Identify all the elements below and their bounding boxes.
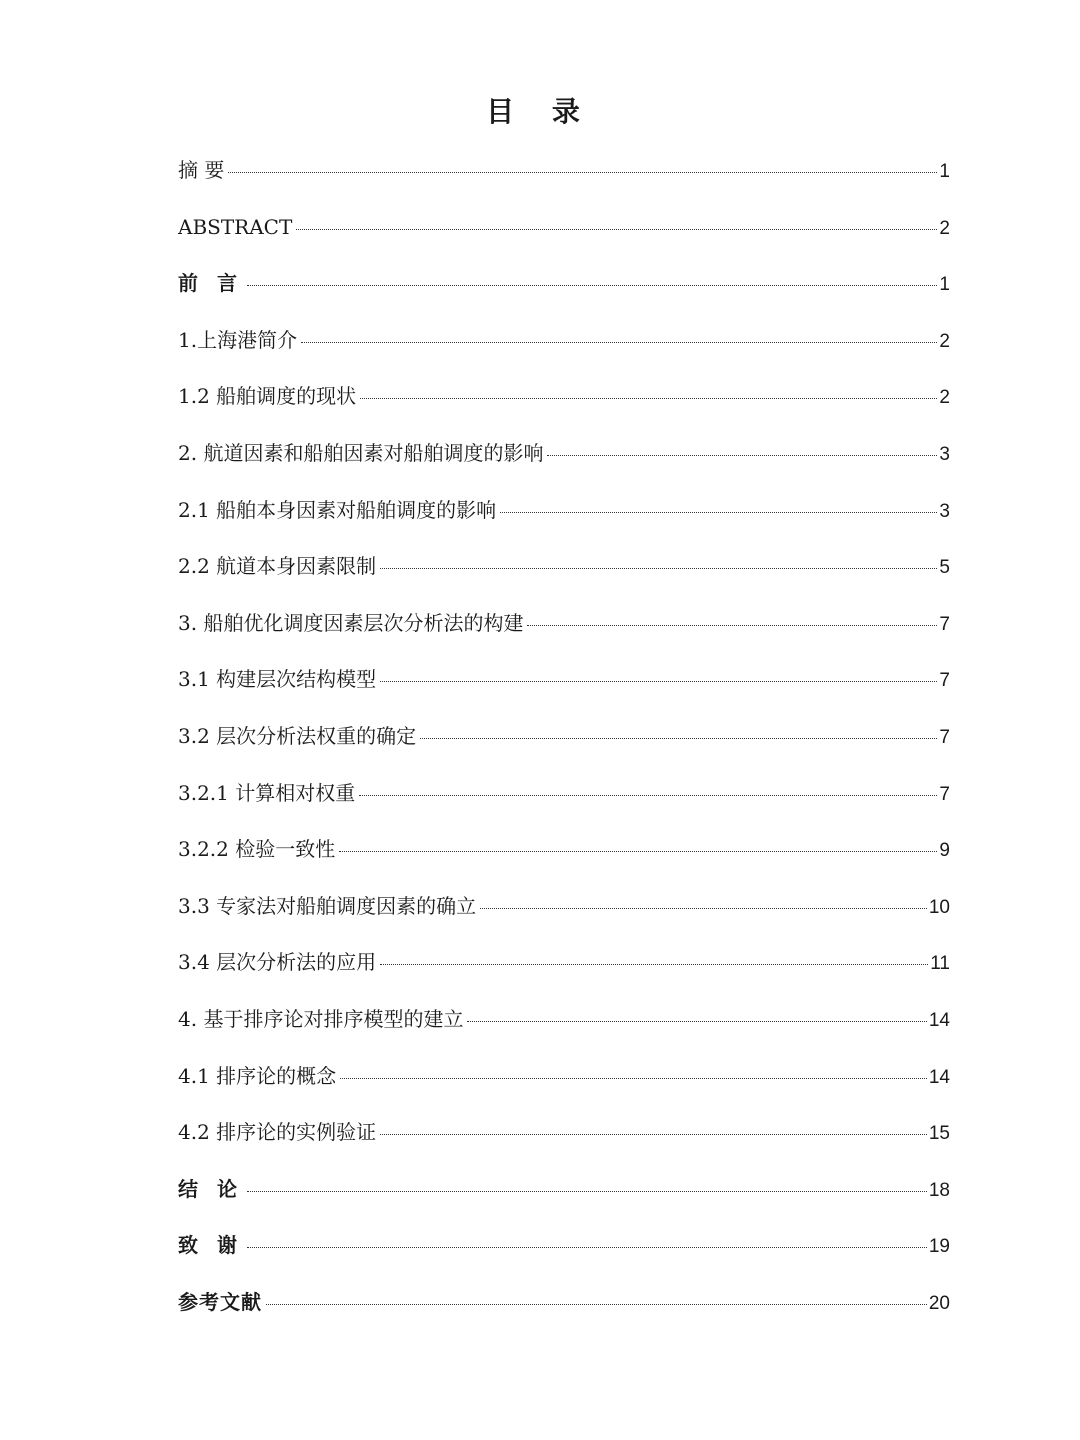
toc-dot-leader xyxy=(339,851,937,852)
toc-entry-page: 2 xyxy=(939,330,950,352)
toc-entry-4[interactable] xyxy=(178,991,950,1048)
toc-entry-page: 20 xyxy=(928,1292,950,1314)
toc-entry-label: ABSTRACT xyxy=(178,214,293,239)
toc-dot-leader xyxy=(500,512,937,513)
toc-dot-leader xyxy=(359,795,937,796)
toc-entry-page: 10 xyxy=(928,896,950,918)
toc-entry-4-1[interactable] xyxy=(178,1048,950,1105)
toc-entry-3[interactable] xyxy=(178,595,950,652)
toc-entry-conclusion[interactable] xyxy=(178,1161,950,1218)
toc-entry-page: 2 xyxy=(939,387,950,409)
toc-dot-leader xyxy=(301,342,937,343)
toc-dot-leader xyxy=(360,398,937,399)
toc-entry-page: 7 xyxy=(939,783,950,805)
toc-entry-page: 3 xyxy=(939,500,950,522)
toc-entry-label: 前 言 xyxy=(178,271,243,296)
toc-entry-page: 15 xyxy=(928,1123,950,1145)
toc-dot-leader xyxy=(547,455,937,456)
toc-list xyxy=(178,142,950,1330)
toc-entry-page: 11 xyxy=(930,953,950,975)
toc-entry-3-3[interactable] xyxy=(178,878,950,935)
toc-entry-2-2[interactable] xyxy=(178,538,950,595)
toc-dot-leader xyxy=(527,625,937,626)
toc-entry-label: 摘 要 xyxy=(178,158,225,182)
toc-dot-leader xyxy=(247,1191,927,1192)
toc-entry-label: 结 论 xyxy=(178,1176,243,1201)
toc-entry-page: 18 xyxy=(928,1179,950,1201)
toc-entry-4-2[interactable] xyxy=(178,1104,950,1161)
toc-entry-3-2[interactable] xyxy=(178,708,950,765)
toc-dot-leader xyxy=(296,229,937,230)
toc-dot-leader xyxy=(380,681,937,682)
toc-dot-leader xyxy=(247,1247,927,1248)
toc-entry-1-2[interactable] xyxy=(178,368,950,425)
toc-entry-label: 1.2 船舶调度的现状 xyxy=(178,384,357,409)
toc-entry-page: 5 xyxy=(939,557,950,579)
toc-entry-abstract-cn[interactable] xyxy=(178,142,950,199)
toc-entry-label: 3.4 层次分析法的应用 xyxy=(178,950,377,975)
toc-entry-page: 2 xyxy=(939,217,950,239)
toc-dot-leader xyxy=(380,964,928,965)
toc-entry-label: 3.2.1 计算相对权重 xyxy=(178,780,356,805)
toc-entry-label: 4. 基于排序论对排序模型的建立 xyxy=(178,1006,464,1031)
toc-entry-label: 4.2 排序论的实例验证 xyxy=(178,1120,377,1145)
toc-entry-page: 1 xyxy=(939,161,950,182)
toc-entry-label: 4.1 排序论的概念 xyxy=(178,1063,337,1088)
toc-entry-label: 2.1 船舶本身因素对船舶调度的影响 xyxy=(178,497,497,522)
toc-entry-label: 2.2 航道本身因素限制 xyxy=(178,554,377,579)
toc-entry-label: 3.2.2 检验一致性 xyxy=(178,837,336,862)
toc-entry-label: 2. 航道因素和船舶因素对船舶调度的影响 xyxy=(178,440,544,465)
toc-entry-label: 3.1 构建层次结构模型 xyxy=(178,667,377,692)
toc-dot-leader xyxy=(228,172,937,173)
toc-entry-2[interactable] xyxy=(178,425,950,482)
toc-entry-label: 3.2 层次分析法权重的确定 xyxy=(178,723,417,748)
toc-entry-abstract-en[interactable] xyxy=(178,199,950,256)
toc-entry-page: 1 xyxy=(939,274,950,296)
toc-entry-page: 7 xyxy=(939,670,950,692)
toc-entry-page: 7 xyxy=(939,726,950,748)
toc-entry-3-4[interactable] xyxy=(178,934,950,991)
toc-title: 目 录 xyxy=(486,95,594,128)
toc-entry-label: 参考文献 xyxy=(178,1289,262,1314)
toc-dot-leader xyxy=(340,1078,927,1079)
toc-entry-references[interactable] xyxy=(178,1274,950,1331)
toc-entry-1[interactable] xyxy=(178,312,950,369)
toc-entry-3-2-1[interactable] xyxy=(178,765,950,822)
toc-entry-label: 1.上海港简介 xyxy=(178,327,298,352)
toc-dot-leader xyxy=(380,568,937,569)
toc-entry-page: 14 xyxy=(928,1009,950,1031)
toc-entry-page: 7 xyxy=(939,613,950,635)
toc-entry-label: 3. 船舶优化调度因素层次分析法的构建 xyxy=(178,610,524,635)
toc-entry-acknowledgements[interactable] xyxy=(178,1217,950,1274)
toc-entry-3-1[interactable] xyxy=(178,651,950,708)
toc-entry-2-1[interactable] xyxy=(178,482,950,539)
toc-entry-label: 致 谢 xyxy=(178,1233,243,1258)
toc-dot-leader xyxy=(247,285,937,286)
toc-dot-leader xyxy=(380,1134,927,1135)
toc-entry-3-2-2[interactable] xyxy=(178,821,950,878)
toc-dot-leader xyxy=(467,1021,926,1022)
toc-dot-leader xyxy=(480,908,927,909)
toc-entry-preface[interactable] xyxy=(178,255,950,312)
toc-dot-leader xyxy=(420,738,937,739)
toc-entry-page: 14 xyxy=(928,1066,950,1088)
toc-entry-page: 19 xyxy=(928,1236,950,1258)
toc-entry-label: 3.3 专家法对船舶调度因素的确立 xyxy=(178,893,477,918)
toc-entry-page: 9 xyxy=(939,840,950,862)
toc-entry-page: 3 xyxy=(939,443,950,465)
toc-dot-leader xyxy=(266,1304,927,1305)
